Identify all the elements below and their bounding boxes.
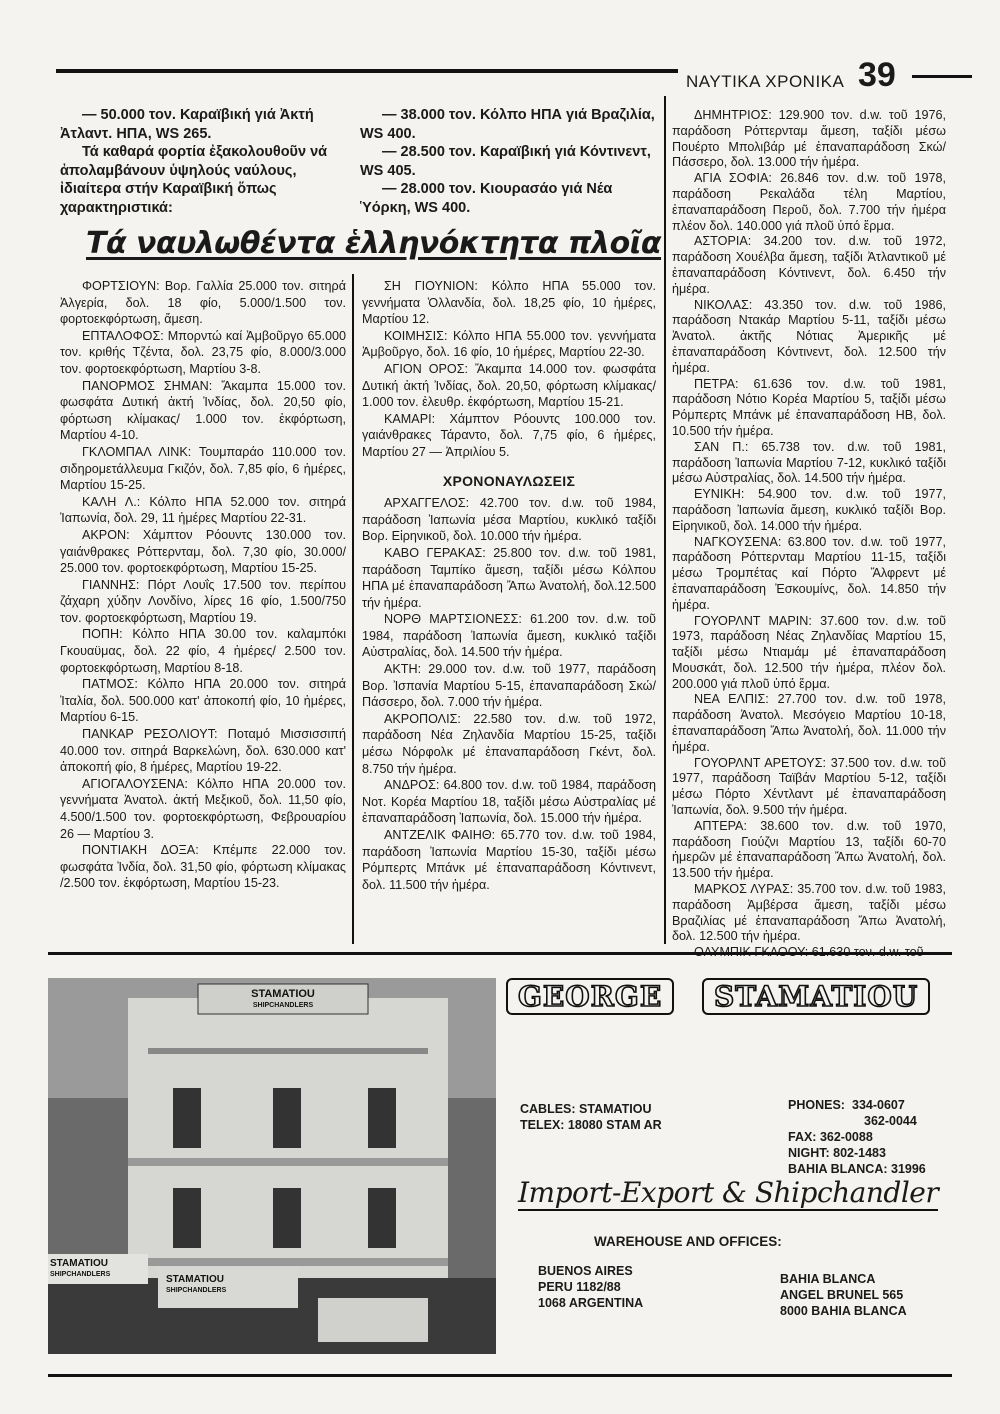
telex-line: TELEX: 18080 STAM AR [520, 1118, 662, 1132]
charter-entry: ΠΑΝΚΑΡ ΡΕΣΟΛΙΟΥΤ: Ποταμό Μισσισσιπή 40.000 τον. σιτηρά Βαρκελώνη, δολ. 630.000 κατ' ἀποκοπή φίο, 8 ἡμέρες, Μαρτίου 19-22. [60, 727, 346, 775]
time-charter-entry: ΜΑΡΚΟΣ ΛΥΡΑΣ: 35.700 τον. d.w. τοῦ 1983, παράδοση Ἀμβέρσα ἄμεση, ταξίδι μέσω Βραζιλίας μέ ἐπαναπαράδοση Ἄπω Ἀνατολή, δολ. 12.500 τήν ἡμέρα. [672, 882, 946, 944]
import-export-script: Import-Export & Shipchandler [518, 1176, 939, 1209]
ad-top-rule [48, 952, 952, 955]
charter-entry: ΠΟΠΗ: Κόλπο ΗΠΑ 30.00 τον. καλαμπόκι Γκουαϋμας, δολ. 22 φίο, 4 ἡμέρες/ 2.500 τον. φορτοεκφόρτωση, Μαρτίου 8-18. [60, 627, 346, 675]
street-sign-sub: SHIPCHANDLERS [50, 1271, 111, 1278]
charter-entry: ΑΓΙΟΝ ΟΡΟΣ: Ἄκαμπα 14.000 τον. φωσφάτα Δυτική ἀκτή Ἰνδίας, δολ. 20,50, φόρτωση κλίμακας/ 1.000 τον. ἐλευθρ. ἐκφόρτωση, Μαρτίου 15-21. [362, 361, 656, 410]
street-sign-title: STAMATIOU [50, 1258, 108, 1269]
time-charter-entry: ΑΣΤΟΡΙΑ: 34.200 τον. d.w. τοῦ 1972, παράδοση Χουέλβα ἄμεση, ταξίδι Ἀτλαντικοῦ μέ ἐπαναπαράδοση Κόντινεντ, δολ. 6.450 τήν ἡμέρα. [672, 234, 946, 296]
time-charter-entry: ΝΕΑ ΕΛΠΙΣ: 27.700 τον. d.w. τοῦ 1978, παράδοση Ἀνατολ. Μεσόγειο Μαρτίου 10-18, ἐπαναπαράδοση Ἄπω Ἀνατολή, δολ. 11.000 τήν ἡμέρα. [672, 692, 946, 754]
time-charter-entry: ΑΡΧΑΓΓΕΛΟΣ: 42.700 τον. d.w. τοῦ 1984, παράδοση Ἰαπωνία μέσα Μαρτίου, κυκλικό ταξίδι Βορ. Εἰρηνικοῦ, δολ. 10.000 τήν ἡμέρα. [362, 496, 656, 544]
roof-sign [208, 988, 358, 1012]
column-divider-1 [352, 274, 354, 944]
column-divider-2 [664, 96, 666, 944]
van-sign [166, 1274, 286, 1296]
buenos-aires-l1: BUENOS AIRES [538, 1264, 633, 1278]
time-charter-entry: ΑΚΡΟΠΟΛΙΣ: 22.580 τον. d.w. τοῦ 1972, παράδοση Νέα Ζηλανδία Μαρτίου 15-25, ταξίδι μέσω Νόρφολκ μέ ἐπαναπαράδοση Γκέντ, δολ. 8.750 τήν ἡμέρα. [362, 711, 656, 776]
charter-entry: ΠΟΝΤΙΑΚΗ ΔΟΞΑ: Κπέμπε 22.000 τον. φωσφάτα Ἰνδία, δολ. 31,50 φίο, φόρτωση κλίμακας /2.500 τον. ἐκφόρτωση, Μαρτίου 15-23. [60, 843, 346, 891]
time-charter-entry: ΕΥΝΙΚΗ: 54.900 τον. d.w. τοῦ 1977, παράδοση Ἰαπωνία ἄμεση, κυκλικό ταξίδι Βορ. Εἰρηνικοῦ, δολ. 14.000 τήν ἡμέρα. [672, 487, 946, 533]
charter-entry: ΚΟΙΜΗΣΙΣ: Κόλπο ΗΠΑ 55.000 τον. γεννήματα Ἀμβοῦργο, δολ. 16 φίο, 10 ἡμέρες, Μαρτίου 22-30. [362, 328, 656, 360]
charter-entry: ΣΗ ΓΙΟΥΝΙΟΝ: Κόλπο ΗΠΑ 55.000 τον. γεννήματα Ὁλλανδία, δολ. 18,25 φίο, 10 ἡμέρες, Μαρτίου 12. [362, 279, 656, 327]
charter-entry: ΓΙΑΝΝΗΣ: Πόρτ Λουΐς 17.500 τον. περίπου ζάχαρη χύδην Λονδίνο, λίρες 16 φίο, 1.500/750 τον. φορτοεκφόρτωση, Μαρτίου 19. [60, 577, 346, 625]
lead-middle-p3: — 28.000 τον. Κιουρασάο γιά Νέα Ὑόρκη, WS 400. [360, 181, 613, 216]
column-1 [60, 278, 346, 892]
magazine-title: ΝΑΥΤΙΚΑ ΧΡΟΝΙΚΑ [686, 72, 845, 91]
storefront-photo [48, 978, 496, 1354]
page-number: 39 [858, 56, 896, 94]
charter-entry: ΑΓΙΟΓΑΛΟΥΣΕΝΑ: Κόλπο ΗΠΑ 20.000 τον. γεννήματα Ἀνατολ. ἀκτή Μεξικοῦ, δολ. 11,50 φίο, 4.500/1.500 τον. φορτοεκφόρτωση, Φεβρουαρίου 26 — Μαρτίου 3. [60, 776, 346, 841]
buenos-aires-l2: PERU 1182/88 [538, 1280, 621, 1294]
lead-left [60, 106, 350, 217]
time-charter-entry: ΓΟΥΟΡΛΝΤ ΑΡΕΤΟΥΣ: 37.500 τον. d.w. τοῦ 1977, παράδοση Ταϊβάν Μαρτίου 5-12, ταξίδι μέσω Πόρτο Χέντλαντ μέ ἐπαναπαράδοση Ἰαπωνία, δολ. 9.500 τήν ἡμέρα. [672, 755, 946, 818]
time-charter-entry: ΓΟΥΟΡΛΝΤ ΜΑΡΙΝ: 37.600 τον. d.w. τοῦ 1973, παράδοση Νέας Ζηλανδίας Μαρτίου 15, ταξίδι μέσω Ντιαμάμ μέ ἐπαναπαράδοση Μουσκάτ, δολ. 12.500 τήν ἡμέρα, πλέον δολ. 200.000 γιά πλοῦ ὑπό ἕρμα. [672, 613, 946, 691]
time-charter-entry: ΝΑΓΚΟΥΣΕΝΑ: 63.800 τον. d.w. τοῦ 1977, παράδοση Ρόττερνταμ Μαρτίου 11-15, ταξίδι μέσω Τρομπέτας καί Πόρτο Ἄλφρεντ μέ ἐπαναπαράδοση Ἐσκουμίνς, δολ. 14.850 τήν ἡμέρα. [672, 534, 946, 612]
charter-entry: ΠΑΤΜΟΣ: Κόλπο ΗΠΑ 20.000 τον. σιτηρά Ἰταλία, δολ. 500.000 κατ' ἀποκοπή φίο, 10 ἡμέρες, Μαρτίου 6-15. [60, 677, 346, 725]
roof-sign-sub: SHIPCHANDLERS [252, 1002, 314, 1009]
brand-george: GEORGE [506, 978, 674, 1015]
charter-entry: ΑΚΡΟΝ: Χάμπτον Ρόουντς 130.000 τον. γαιάνθρακες Ρόττερνταμ, δολ. 7,30 φίο, 30.000/ 25.000 τον. φορτοεκφόρτωση, Μαρτίου 15-25. [60, 527, 346, 576]
bahia-phone-line: BAHIA BLANCA: 31996 [788, 1162, 926, 1176]
bahia-blanca-l2: ANGEL BRUNEL 565 [780, 1288, 904, 1302]
header-rule-left [56, 69, 678, 73]
charter-entry: ΚΑΛΗ Λ.: Κόλπο ΗΠΑ 52.000 τον. σιτηρά Ἰαπωνία, δολ. 29, 11 ἡμέρες Μαρτίου 22-31. [60, 494, 346, 526]
charter-entry: ΦΟΡΤΣΙΟΥΝ: Βορ. Γαλλία 25.000 τον. σιτηρά Ἀλγερία, δολ. 18 φίο, 5.000/1.500 τον. φορτοεκφόρτωση, ἄμεση. [60, 279, 346, 327]
time-charter-entry: ΣΑΝ Π.: 65.738 τον. d.w. τοῦ 1981, παράδοση Ἰαπωνία Μαρτίου 7-12, κυκλικό ταξίδι μέσω Αὐστραλίας, δολ. 14.500 τήν ἡμέρα. [672, 439, 946, 486]
phone-1: 334-0607 [852, 1098, 905, 1112]
building-illustration [48, 978, 496, 1354]
brand-stamatiou: STAMATIOU [702, 978, 930, 1015]
header-rule-right [912, 75, 972, 78]
charter-entry: ΓΚΛΟΜΠΑΛ ΛΙΝΚ: Τουμπαράο 110.000 τον. σιδηρομετάλλευμα Γκιζόν, δολ. 7,85 φίο, 6 ἡμέρες, Μαρτίου 15-25. [60, 444, 346, 493]
lead-middle [360, 106, 662, 217]
column-3 [672, 108, 946, 961]
charter-entry: ΠΑΝΟΡΜΟΣ ΣΗΜΑΝ: Ἄκαμπα 15.000 τον. φωσφάτα Δυτική ἀκτή Ἰνδίας, δολ. 20,50 φίο, φόρτωση κλίμακας/ 1.000 τον. ἐκφόρτωση, Μαρτίου 4-10. [60, 378, 346, 443]
street-sign [50, 1258, 146, 1280]
column-2 [362, 278, 656, 893]
lead-middle-p1: — 38.000 τον. Κόλπο ΗΠΑ γιά Βραζιλία, WS 400. [360, 107, 655, 142]
van-sign-title: STAMATIOU [166, 1274, 224, 1285]
warehouse-heading: WAREHOUSE AND OFFICES: [594, 1234, 782, 1249]
cables-line: CABLES: STAMATIOU [520, 1102, 652, 1116]
stamatiou-advertisement [48, 970, 952, 1360]
time-charter-entry: ΚΑΒΟ ΓΕΡΑΚΑΣ: 25.800 τον. d.w. τοῦ 1981, παράδοση Ταμπίκο ἄμεση, ταξίδι μέσω Κόλπου ΗΠΑ μέ ἐπαναπαράδοση Ἄπω Ἀνατολή, δολ.12.500 τήν ἡμέρα. [362, 545, 656, 610]
time-charter-entry: ΑΝΔΡΟΣ: 64.800 τον. d.w. τοῦ 1984, παράδοση Νοτ. Κορέα Μαρτίου 18, ταξίδι μέσω Αὐστραλίας μέ ἐπαναπαράδοση Ἰαπωνία, δολ. 15.000 τήν ἡμέρα. [362, 778, 656, 826]
time-charter-entry: ΝΟΡΘ ΜΑΡΤΣΙΟΝΕΣΣ: 61.200 τον. d.w. τοῦ 1984, παράδοση Ἰαπωνία ἄμεση, κυκλικό ταξίδι Αὐστραλίας, δολ. 14.500 τήν ἡμέρα. [362, 612, 656, 660]
time-charters-heading: ΧΡΟΝΟΝΑΥΛΩΣΕΙΣ [442, 472, 576, 489]
time-charter-entry: ΔΗΜΗΤΡΙΟΣ: 129.900 τον. d.w. τοῦ 1976, παράδοση Ρόττερνταμ ἄμεση, ταξίδι μέσω Πουέρτο Μπολιβάρ μέ ἐπαναπαράδοση Σκώ/ Πάσσερο, δολ. 13.000 τήν ἡμέρα. [672, 108, 946, 170]
phone-2: 362-0044 [864, 1114, 917, 1128]
time-charter-entry: ΑΓΙΑ ΣΟΦΙΑ: 26.846 τον. d.w. τοῦ 1978, παράδοση Ρεκαλάδα τέλη Μαρτίου, ἐπαναπαράδοση Περοῦ, δολ. 7.700 τήν ἡμέρα πλέον δολ. 140.000 γιά πλοῦ ὑπό ἕρμα. [672, 171, 946, 233]
charter-entry: ΚΑΜΑΡΙ: Χάμπτον Ρόουντς 100.000 τον. γαιάνθρακες Τάραντο, δολ. 7,75 φίο, 6 ἡμέρες, Μαρτίου 27 — Ἀπριλίου 5. [362, 411, 656, 459]
time-charter-entry: ΝΙΚΟΛΑΣ: 43.350 τον. d.w. τοῦ 1986, παράδοση Ντακάρ Μαρτίου 5-11, ταξίδι μέσω Ἀνατολ. ἀκτῆς Νότιας Ἀμερικῆς μέ ἐπαναπαράδοση Κόντινεντ, δολ. 12.500 τήν ἡμέρα. [672, 297, 946, 375]
section-headline: Τά ναυλωθέντα ἑλληνόκτητα πλοῖα [86, 226, 662, 261]
buenos-aires-l3: 1068 ARGENTINA [538, 1296, 644, 1310]
footer-rule [48, 1374, 952, 1377]
bahia-blanca-l3: 8000 BAHIA BLANCA [780, 1304, 907, 1318]
phones-label: PHONES: [788, 1098, 845, 1112]
bahia-blanca-l1: BAHIA BLANCA [780, 1272, 876, 1286]
time-charter-entry: ΑΝΤΖΕΛΙΚ ΦΑΙΗΘ: 65.770 τον. d.w. τοῦ 1984, παράδοση Ἰαπωνία Μαρτίου 15-30, ταξίδι μέσω Ρόμπερτς Μπάνκ μέ ἐπαναπαράδοση Κόντινεντ, δολ. 11.500 τήν ἡμέρα. [362, 828, 656, 892]
lead-middle-p2: — 28.500 τον. Καραϊβική γιά Κόντινεντ, WS 405. [360, 144, 651, 179]
time-charter-entry: ΑΚΤΗ: 29.000 τον. d.w. τοῦ 1977, παράδοση Βορ. Ἰσπανία Μαρτίου 5-15, ἐπαναπαράδοση Σκώ/ Πάσσερο, δολ. 7.000 τήν ἡμέρα. [362, 662, 656, 710]
charter-entry: ΕΠΤΑΛΟΦΟΣ: Μπορντώ καί Ἀμβοῦργο 65.000 τον. κριθής Τζέντα, δολ. 23,75 φίο, 8.000/3.000 τον. φορτοεκφόρτωση, Μαρτίου 3-8. [60, 328, 346, 376]
van-sign-sub: SHIPCHANDLERS [166, 1287, 227, 1294]
fax-line: FAX: 362-0088 [788, 1130, 873, 1144]
time-charter-entry: ΠΕΤΡΑ: 61.636 τον. d.w. τοῦ 1981, παράδοση Νότιο Κορέα Μαρτίου 5, ταξίδι μέσω Ρόμπερτς Μπάνκ μέ ἐπαναπαράδοση ΗΒ, δολ. 10.500 τήν ἡμέρα. [672, 376, 946, 438]
lead-left-p2: Τά καθαρά φορτία ἐξακολουθοῦν νά ἀπολαμβάνουν ὑψηλούς ναύλους, ἰδιαίτερα στήν Καραϊβική ὅπως χαρακτηριστικά: [60, 144, 328, 216]
night-line: NIGHT: 802-1483 [788, 1146, 886, 1160]
roof-sign-title: STAMATIOU [251, 988, 315, 1000]
lead-left-p1: — 50.000 τον. Καραϊβική γιά Ἀκτή Ἀτλαντ. ΗΠΑ, WS 265. [60, 107, 314, 142]
time-charter-entry: ΑΠΤΕΡΑ: 38.600 τον. d.w. τοῦ 1970, παράδοση Γιούζνι Μαρτίου 13, ταξίδι 60-70 ἡμερῶν μέ ἐπαναπαράδοση Ἄπω Ἀνατολή, δολ. 13.500 τήν ἡμέρα. [672, 818, 946, 881]
